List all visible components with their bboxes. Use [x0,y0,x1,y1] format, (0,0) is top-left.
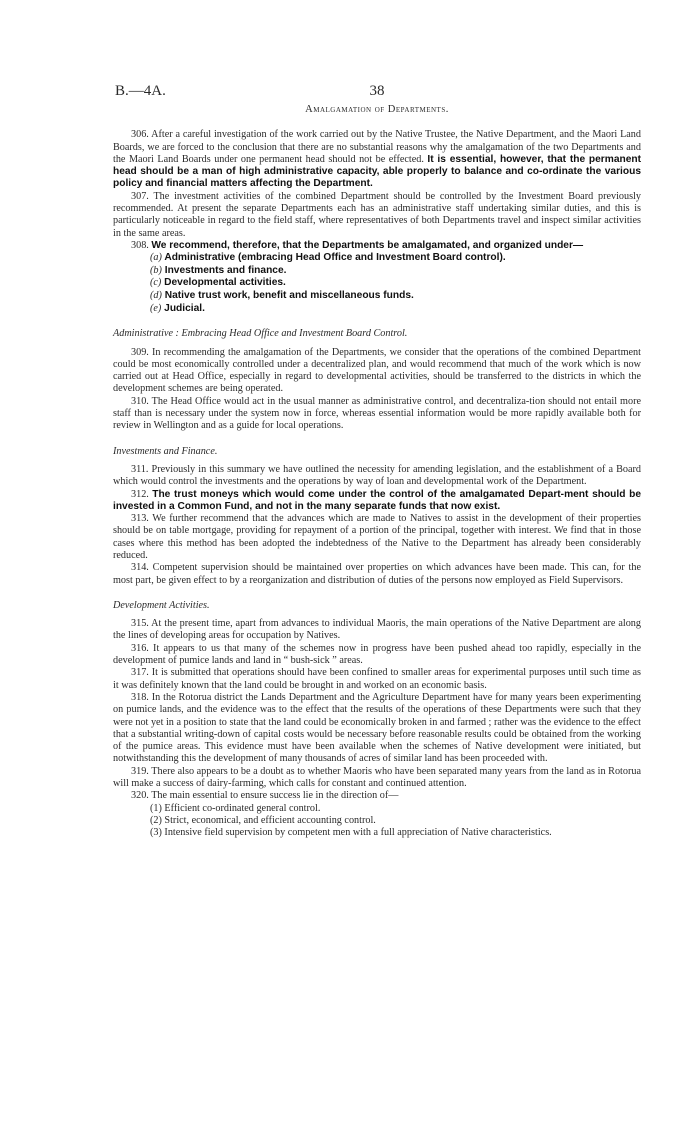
section-title: Amalgamation of Departments. [305,104,449,115]
paragraph-312: 312. The trust moneys which would come under the control of the amalgamated Depart-ment should be invested in a Common Fund, and not in the many separate funds that now exist. [113,488,642,512]
list-item: (c) Developmental activities. [150,277,286,289]
list-item: (d) Native trust work, benefit and miscellaneous funds. [150,290,414,302]
paragraph-306: 306. After a careful investigation of the work carried out by the Native Trustee, the Native Department, and the Maori Land Boards, we are forced to the conclusion that there are no substantial reasons why the amalgamation of the two Departments and the Maori Land Boards under one permanent head should not be effected. It is essential, however, that the permanent head should be a man of high administrative capacity, able properly to balance and co-ordinate the various policy and financial matters affecting the Department. [113,129,641,190]
paragraph-309: 309. In recommending the amalgamation of the Departments, we consider that the operations of the combined Department could be most economically controlled under a decentralized plan, and would recommend that much of the work which is now carried out at Head Office, especially in regard to developmental activities, should be transferred to the districts in which the development schemes are being operated. [113,346,641,395]
page-body [113,104,641,840]
paragraph-311: 311. Previously in this summary we have outlined the necessity for amending legislation, and the establishment of a Board which would control the investments and the operations by way of loan and developmental work of the Department. [113,463,641,488]
paragraph-308: 308. We recommend, therefore, that the Departments be amalgamated, and organized under— [131,239,584,251]
subheading-administrative: Administrative : Embracing Head Office and Investment Board Control. [113,328,408,340]
paragraph-310: 310. The Head Office would act in the usual manner as administrative control, and decentraliza-tion should not entail more staff than is necessary under the system now in force, whereas essential information would be more rapidly available both for review in Wellington and as a guide for local operations. [113,395,641,432]
paragraph-313: 313. We further recommend that the advances which are made to Natives to assist in the development of their properties should be on table mortgage, providing for repayment of a portion of the principal, together with interest. We find that in those cases where this method has been adopted the indebtedness of the Native to the Department has already been considerably reduced. [113,513,641,561]
paragraph-307: 307. The investment activities of the combined Department should be controlled by the Investment Board previously recommended. At present the separate Departments each has an administrative staff undertaking similar duties, and this is particularly noticeable in regard to the field staff, where representatives of both Departments travel and inspect similar activities in the same areas. [113,190,641,239]
paragraph-306-emphasis: It is essential, however, that the permanent head should be a man of high administrative capacity, able properly to balance and co-ordinate the various policy and financial matters affecting the Department. [113,153,641,190]
paragraph-315: 315. At the present time, apart from advances to individual Maoris, the main operations of the Native Department are along the lines of developing areas for occupation by Natives. [113,618,641,642]
list-item: (a) Administrative (embracing Head Office and Investment Board control). [150,252,506,264]
list-item: (2) Strict, economical, and efficient accounting control. [150,814,376,826]
page-header [113,83,641,103]
paragraph-320: 320. The main essential to ensure success lie in the direction of— [131,790,399,802]
paragraph-319: 319. There also appears to be a doubt as to whether Maoris who have been separated many years from the land as in Rotorua will make a success of dairy-farming, which calls for constant and continued attention. [113,765,641,790]
subheading-investments: Investments and Finance. [113,445,218,457]
list-item: (b) Investments and finance. [150,264,287,276]
paragraph-314: 314. Competent supervision should be maintained over properties on which advances have been made. This can, for the most part, be given effect to by a reorganization and distribution of duties of the persons now employed as Field Supervisors. [113,562,641,586]
paragraph-317: 317. It is submitted that operations should have been confined to smaller areas for experimental purposes until such time as it was definitely known that the land could be brought in and worked on an economic basis. [113,667,641,691]
list-item: (3) Intensive field supervision by competent men with a full appreciation of Native characteristics. [150,827,552,839]
document-reference: B.—4A. [115,83,166,99]
paragraph-316: 316. It appears to us that many of the schemes now in progress have been pushed ahead too rapidly, especially in the development of pumice lands and land in “ bush-sick ” areas. [113,642,641,667]
subheading-development: Development Activities. [113,599,210,611]
list-item: (1) Efficient co-ordinated general control. [150,802,321,814]
paragraph-318: 318. In the Rotorua district the Lands Department and the Agriculture Department have for many years been experimenting on pumice lands, and the evidence was to the effect that the results of the operations of these Departments were such that they were not yet in a position to state that the land could be economically broken in and farmed ; rather was the evidence to the effect that a substantial writing-down of capital costs would be necessary before reasonable results could be obtained from the working of the pumice areas. This evidence must have been available when the schemes of Native development were initiated, but notwithstanding this the development of many thousands of acres of similar land has been proceeded with. [113,691,641,765]
list-item: (e) Judicial. [150,302,205,314]
page-number: 38 [369,83,385,99]
